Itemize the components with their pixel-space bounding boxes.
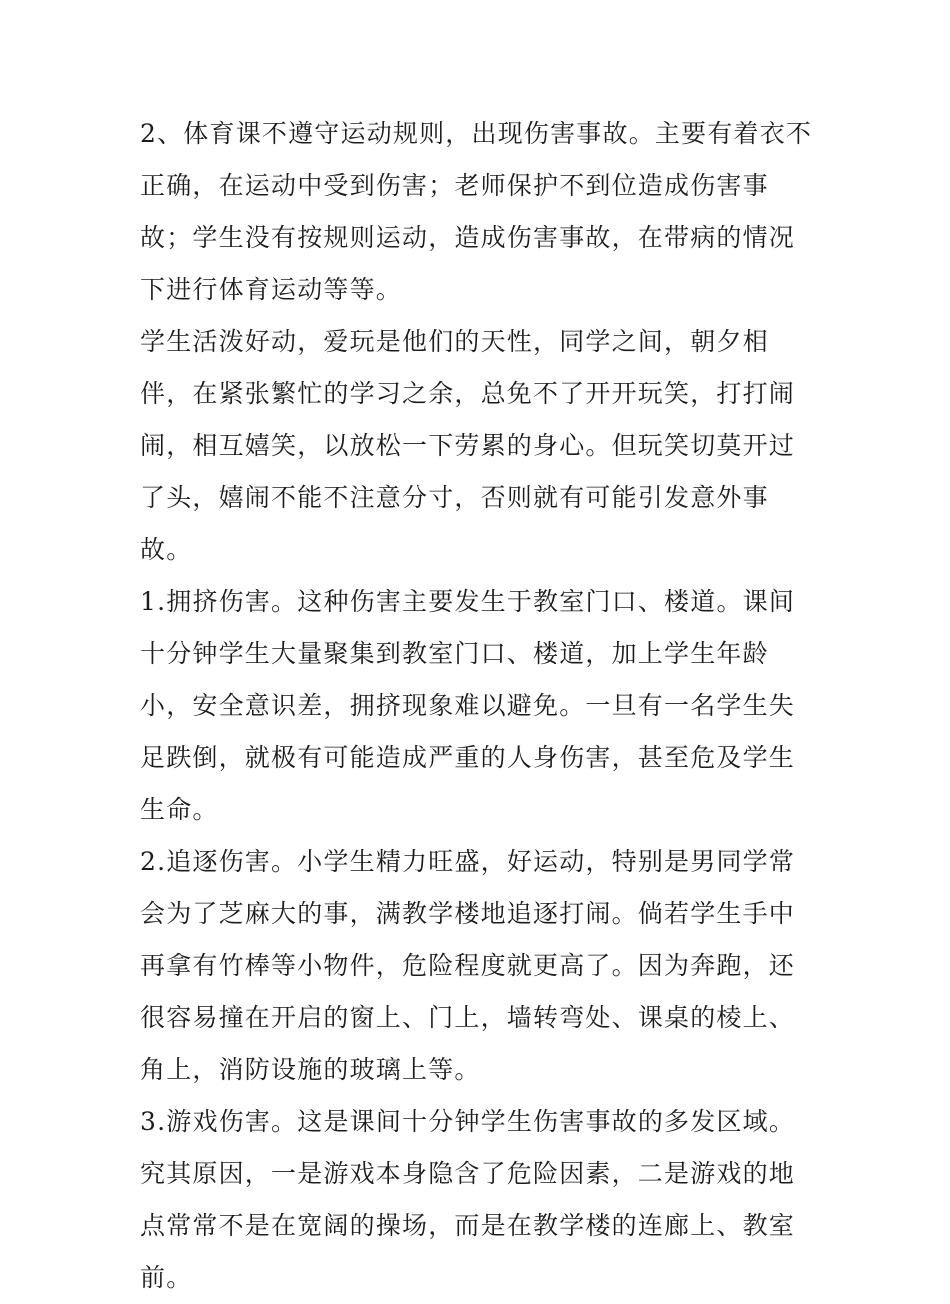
document-body [140, 108, 816, 1304]
paragraph-pe-class-accidents: 2、体育课不遵守运动规则，出现伤害事故。主要有着衣不正确，在运动中受到伤害；老师保护不到位造成伤害事故；学生没有按规则运动，造成伤害事故，在带病的情况下进行体育运动等等。 [140, 119, 813, 304]
paragraph-crowding-injury: 1.拥挤伤害。这种伤害主要发生于教室门口、楼道。课间十分钟学生大量聚集到教室门口、楼道，加上学生年龄小，安全意识差，拥挤现象难以避免。一旦有一名学生失足跌倒，就极有可能造成严重的人身伤害，甚至危及学生生命。 [140, 587, 796, 824]
paragraph-chasing-injury: 2.追逐伤害。小学生精力旺盛，好运动，特别是男同学常会为了芝麻大的事，满教学楼地追逐打闹。倘若学生手中再拿有竹棒等小物件，危险程度就更高了。因为奔跑，还很容易撞在开启的窗上、门上，墙转弯处、课桌的棱上、角上，消防设施的玻璃上等。 [140, 847, 796, 1084]
paragraph-students-playfulness: 学生活泼好动，爱玩是他们的天性，同学之间，朝夕相伴，在紧张繁忙的学习之余，总免不了开开玩笑，打打闹闹，相互嬉笑，以放松一下劳累的身心。但玩笑切莫开过了头，嬉闹不能不注意分寸，否则就有可能引发意外事故。 [140, 327, 796, 564]
paragraph-game-injury: 3.游戏伤害。这是课间十分钟学生伤害事故的多发区域。究其原因，一是游戏本身隐含了危险因素，二是游戏的地点常常不是在宽阔的操场，而是在教学楼的连廊上、教室前。 [140, 1107, 796, 1292]
